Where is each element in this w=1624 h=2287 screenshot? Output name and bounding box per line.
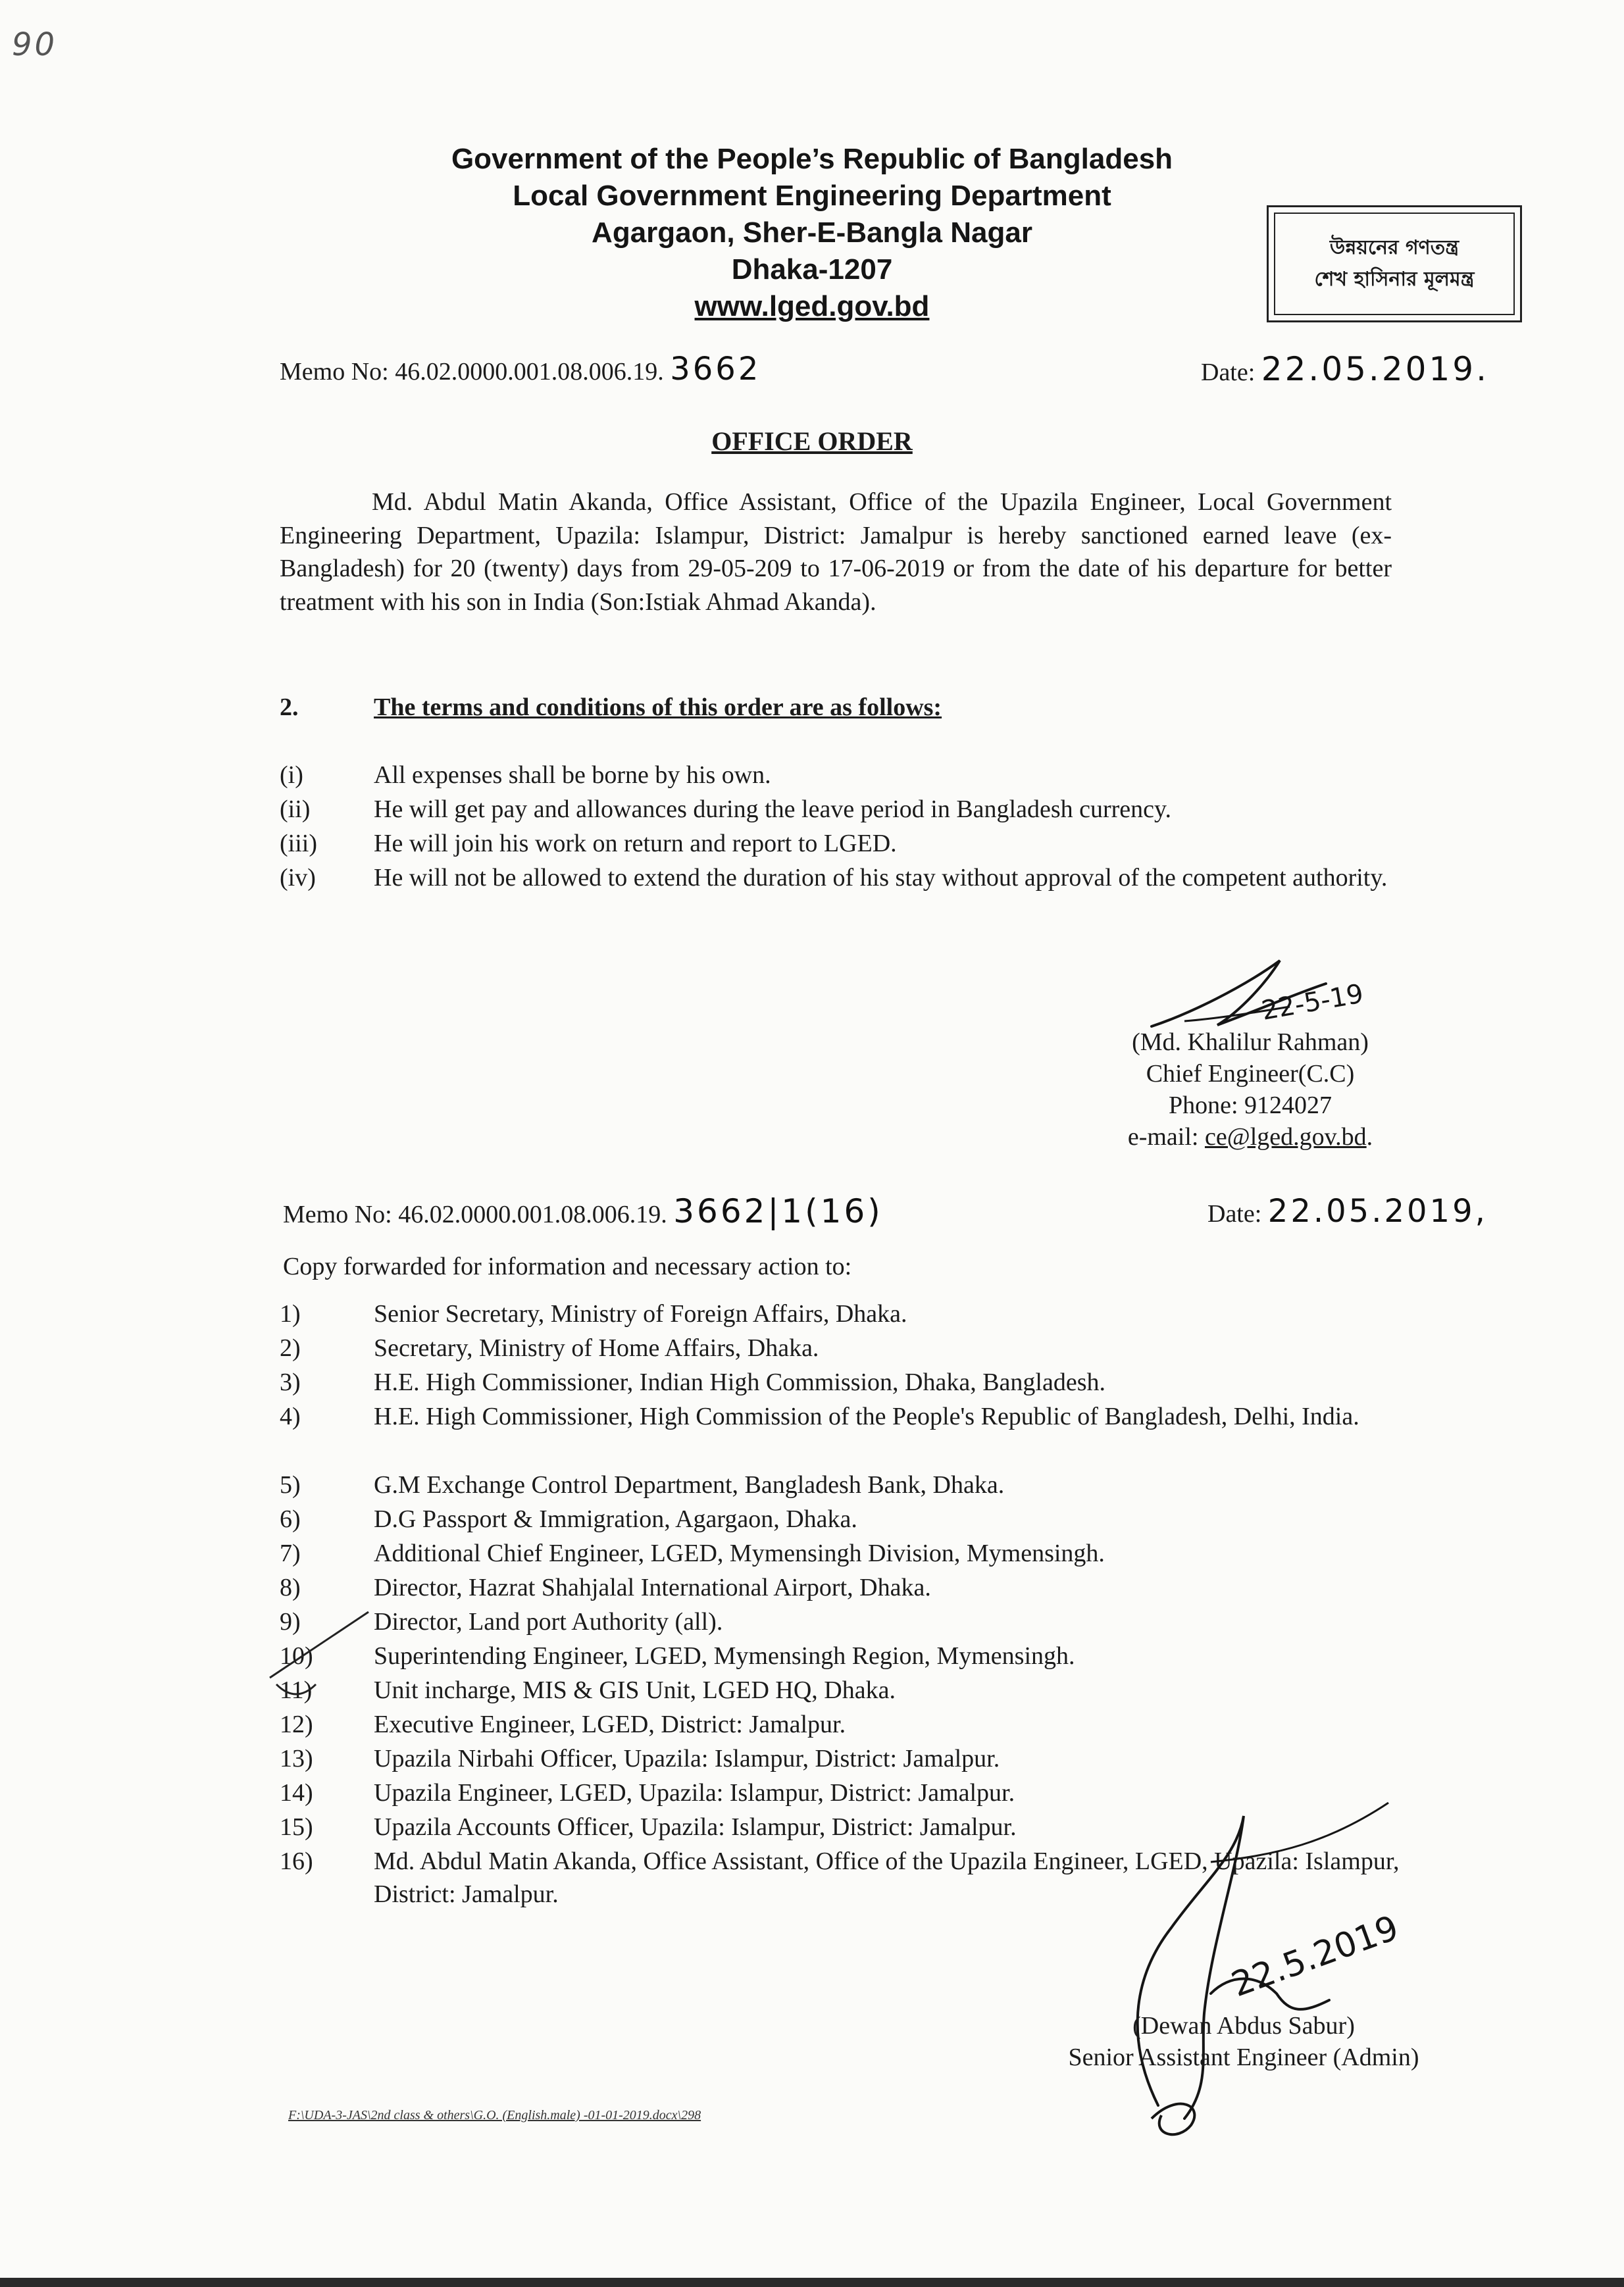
- term-item: (i) All expenses shall be borne by his own.: [280, 761, 771, 789]
- memo-handwritten-number: 3662|1(16): [673, 1192, 883, 1230]
- office-order-title: OFFICE ORDER: [711, 426, 913, 456]
- term-item: (iii) He will join his work on return and report to LGED.: [280, 830, 897, 857]
- order-body: Md. Abdul Matin Akanda, Office Assistant, Office of the Upazila Engineer, Local Government Engineering Department, Upazila: Islampur, District: Jamalpur is hereby sanctioned earned leave (ex-Bangladesh) for 20 (twenty) days from 29-05-209 to 17-06-2019 or from the date of his departure for better treatment with his son in India (Son:Istiak Ahmad Akanda).: [280, 488, 1392, 616]
- header-government: Government of the People’s Republic of Bangladesh: [451, 143, 1173, 175]
- slogan-box: [1267, 205, 1522, 322]
- memo-line-copy: [283, 1192, 883, 1231]
- slogan-line-2: শেখ হাসিনার মূলমন্ত্র: [1314, 268, 1475, 291]
- header-website-link[interactable]: www.lged.gov.bd: [694, 290, 930, 322]
- chief-engineer-designation: Chief Engineer(C.C): [1146, 1060, 1355, 1088]
- term-item: (ii) He will get pay and allowances during the leave period in Bangladesh currency.: [280, 795, 1172, 823]
- memo-number: 46.02.0000.001.08.006.19.: [398, 1201, 667, 1228]
- senior-assistant-engineer-name: (Dewan Abdus Sabur): [1132, 2012, 1355, 2040]
- memo-handwritten-number: 3662: [670, 351, 761, 388]
- chief-engineer-email-line: e-mail: ce@lged.gov.bd.: [1127, 1123, 1373, 1151]
- chief-engineer-phone: Phone: 9124027: [1168, 1092, 1332, 1119]
- scan-edge: [0, 2278, 1624, 2287]
- footer-file-path: F:\UDA-3-JAS\2nd class & others\G.O. (English.male) -01-01-2019.docx\298: [288, 2108, 701, 2123]
- signature-date-handwritten: 22.5.2019: [1226, 1908, 1404, 2005]
- memo-line: [280, 353, 761, 388]
- term-item: (iv) He will not be allowed to extend the duration of his stay without approval of the competent authority.: [280, 864, 1388, 892]
- signature-senior-assistant-engineer: [1079, 1776, 1487, 2145]
- terms-number: 2.: [280, 693, 299, 721]
- memo-date: [1201, 350, 1489, 389]
- terms-heading: The terms and conditions of this order are as follows:: [374, 693, 942, 721]
- chief-engineer-name: (Md. Khalilur Rahman): [1132, 1028, 1369, 1056]
- copy-list: 1) Senior Secretary, Ministry of Foreign Affairs, Dhaka. 2) Secretary, Ministry of Home Affairs, Dhaka. 3) H.E. High Commissioner, Indian High Commission, Dhaka, Bangladesh. 4) H.E. High Commissioner, High Commission of the People's Republic of Bangladesh, Delhi, India. 5) G.M Exchange Control Department, Bangladesh Bank, Dhaka. 6) D.G Passport & Immigration, Agargaon, Dhaka. 7) Additional Chief Engineer, LGED, Mymensingh Division, Mymensingh. 8) Director, Hazrat Shahjalal International Airport, Dhaka. 9) Director, Land port Authority (all). 10) Superintending Engineer, LGED, Mymensingh Region, Mymensingh. 11) Unit incharge, MIS & GIS Unit, LGED HQ, Dhaka. 12) Executive Engineer, LGED, District: Jamalpur. 13) Upazila Nirbahi Officer, Upazila: Islampur, District: Jamalpur. 14) Upazila Engineer, LGED, Upazila: Islampur, District: Jamalpur. 15) Upazila Accounts Officer, Upazila: Islampur, District: Jamalpur. 16) Md. Abdul Matin Akanda, Office Assistant, Office of the Upazila Engineer, LGED, Upazila: Islampur, District: Jamalpur.: [280, 1300, 1400, 1908]
- senior-assistant-engineer-block: [980, 2010, 1507, 2073]
- signature-date-handwritten: 22-5-19: [1259, 978, 1366, 1026]
- senior-assistant-engineer-designation: Senior Assistant Engineer (Admin): [1068, 2044, 1419, 2071]
- slogan-line-1: উন্নয়নের গণতন্ত্র: [1329, 236, 1459, 259]
- date-handwritten: 22.05.2019.: [1261, 350, 1489, 388]
- header-department: Local Government Engineering Department: [513, 180, 1111, 212]
- memo-date-copy: [1207, 1195, 1488, 1230]
- date-label: Date:: [1207, 1200, 1262, 1228]
- email-link[interactable]: ce@lged.gov.bd: [1204, 1123, 1367, 1151]
- header-city: Dhaka-1207: [731, 253, 893, 286]
- memo-number: 46.02.0000.001.08.006.19.: [395, 358, 664, 386]
- chief-engineer-block: [1020, 1026, 1481, 1153]
- handwritten-tick-mark: [263, 1605, 382, 1704]
- memo-label: Memo No:: [280, 358, 389, 386]
- copy-intro: Copy forwarded for information and necessary action to:: [283, 1253, 852, 1280]
- date-label: Date:: [1201, 359, 1256, 386]
- corner-handwritten-mark: 90: [12, 26, 58, 63]
- memo-label: Memo No:: [283, 1201, 392, 1228]
- date-handwritten: 22.05.2019,: [1267, 1193, 1488, 1230]
- header-address: Agargaon, Sher-E-Bangla Nagar: [592, 216, 1032, 249]
